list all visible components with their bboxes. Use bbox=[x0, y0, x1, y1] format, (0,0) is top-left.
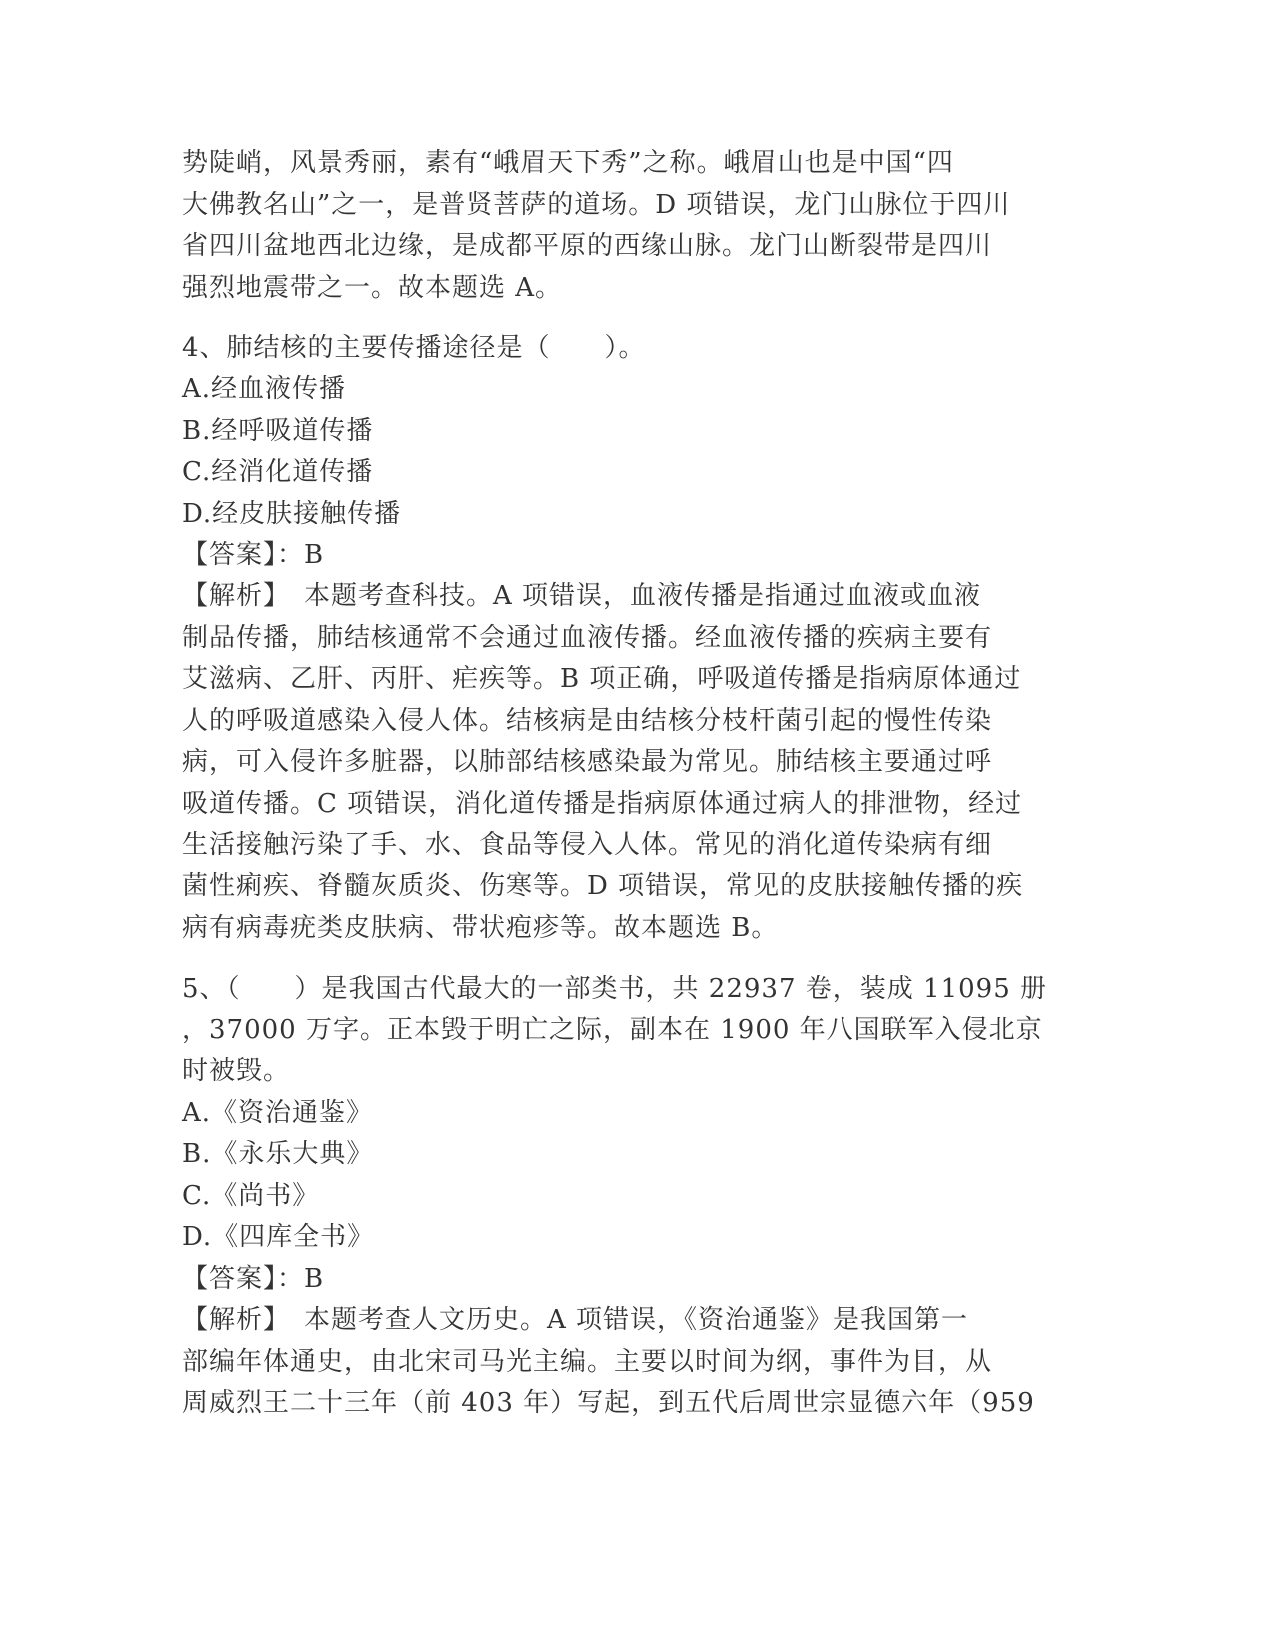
question-4-option-a: A.经血液传播 bbox=[182, 374, 347, 404]
question-4-analysis: 【解析】 本题考查科技。A 项错误，血液传播是指通过血液或血液 bbox=[182, 581, 982, 611]
text-line: 周威烈王二十三年（前 403 年）写起，到五代后周世宗显德六年（959 bbox=[182, 1388, 1035, 1418]
text-line: 人的呼吸道感染入侵人体。结核病是由结核分枝杆菌引起的慢性传染 bbox=[182, 706, 993, 736]
text-line: 病有病毒疣类皮肤病、带状疱疹等。故本题选 B。 bbox=[182, 913, 779, 943]
question-5-option-c: C.《尚书》 bbox=[182, 1181, 320, 1211]
question-4-option-d: D.经皮肤接触传播 bbox=[182, 499, 402, 529]
text-line: 部编年体通史，由北宋司马光主编。主要以时间为纲，事件为目，从 bbox=[182, 1347, 993, 1377]
text-line: 势陡峭，风景秀丽，素有“峨眉天下秀”之称。峨眉山也是中国“四 bbox=[182, 148, 954, 178]
text-line: 省四川盆地西北边缘，是成都平原的西缘山脉。龙门山断裂带是四川 bbox=[182, 231, 993, 261]
question-4-option-c: C.经消化道传播 bbox=[182, 457, 374, 487]
question-4-stem: 4、肺结核的主要传播途径是（ ）。 bbox=[182, 333, 646, 363]
text-line: 时被毁。 bbox=[182, 1056, 291, 1086]
question-5-answer: 【答案】：B bbox=[182, 1264, 325, 1294]
question-5-option-b: B.《永乐大典》 bbox=[182, 1139, 374, 1169]
text-line: 病，可入侵许多脏器，以肺部结核感染最为常见。肺结核主要通过呼 bbox=[182, 747, 993, 777]
text-line: 制品传播，肺结核通常不会通过血液传播。经血液传播的疾病主要有 bbox=[182, 623, 993, 653]
text-line: 大佛教名山”之一，是普贤菩萨的道场。D 项错误，龙门山脉位于四川 bbox=[182, 190, 1011, 220]
question-4-answer: 【答案】：B bbox=[182, 540, 325, 570]
text-line: ，37000 万字。正本毁于明亡之际，副本在 1900 年八国联军入侵北京 bbox=[182, 1015, 1043, 1045]
text-line: 生活接触污染了手、水、食品等侵入人体。常见的消化道传染病有细 bbox=[182, 830, 993, 860]
question-5-option-d: D.《四库全书》 bbox=[182, 1222, 375, 1252]
text-line: 强烈地震带之一。故本题选 A。 bbox=[182, 273, 563, 303]
question-5-stem: 5、（ ）是我国古代最大的一部类书，共 22937 卷，装成 11095 册 bbox=[182, 974, 1048, 1004]
text-line: 吸道传播。C 项错误，消化道传播是指病原体通过病人的排泄物，经过 bbox=[182, 789, 1023, 819]
text-line: 艾滋病、乙肝、丙肝、疟疾等。B 项正确，呼吸道传播是指病原体通过 bbox=[182, 664, 1022, 694]
question-5-analysis: 【解析】 本题考查人文历史。A 项错误，《资治通鉴》是我国第一 bbox=[182, 1305, 969, 1335]
text-line: 菌性痢疾、脊髓灰质炎、伤寒等。D 项错误，常见的皮肤接触传播的疾 bbox=[182, 871, 1024, 901]
question-5-option-a: A.《资治通鉴》 bbox=[182, 1098, 374, 1128]
question-4-option-b: B.经呼吸道传播 bbox=[182, 416, 374, 446]
